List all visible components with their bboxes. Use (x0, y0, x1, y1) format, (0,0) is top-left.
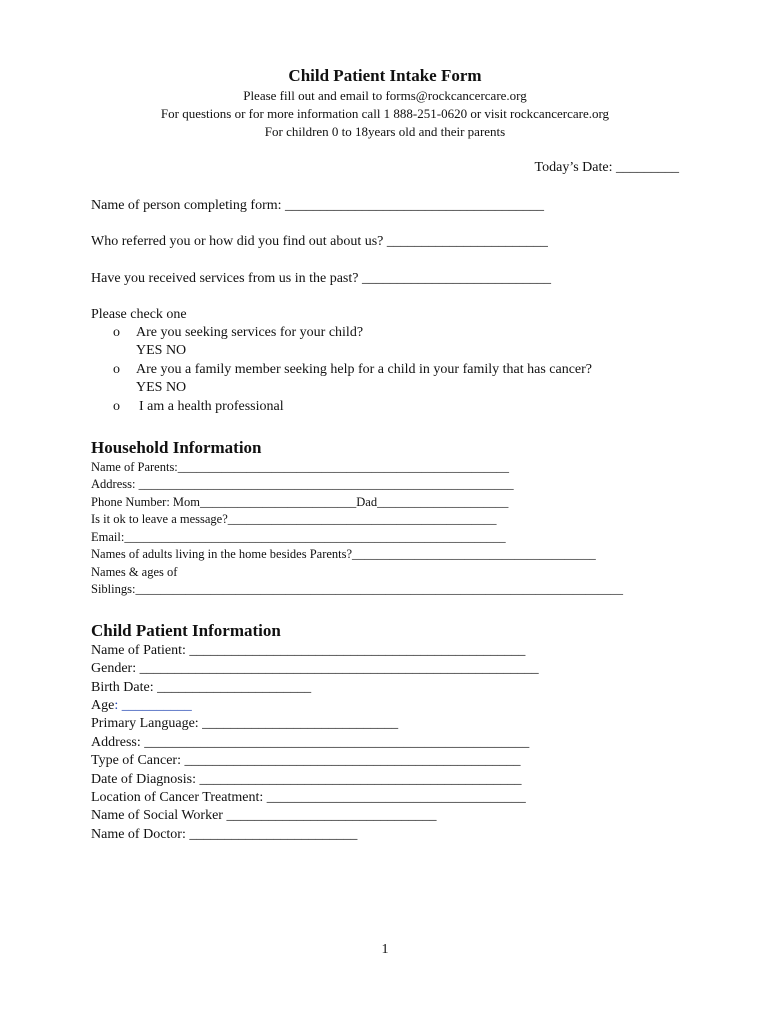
adults-in-home-field: Names of adults living in the home besides Parents?_______________________________________ (91, 547, 596, 561)
social-worker-field: Name of Social Worker ______________________________ (91, 808, 437, 823)
phone-number-field: Phone Number: Mom_________________________Dad_____________________ (91, 495, 509, 509)
child-info-heading: Child Patient Information (91, 621, 281, 640)
siblings-field: Siblings:______________________________________________________________________________ (91, 582, 623, 596)
age-blank: __________ (118, 698, 192, 713)
instructions-email: Please fill out and email to forms@rockcancercare.org (243, 88, 527, 103)
doctor-name-field: Name of Doctor: ________________________ (91, 827, 358, 842)
parents-name-field: Name of Parents:_____________________________________________________ (91, 460, 510, 474)
option-family-member: Are you a family member seeking help for a child in your family that has cancer? (136, 362, 592, 377)
household-address-field: Address: ____________________________________________________________ (91, 477, 514, 491)
primary-language-field: Primary Language: ____________________________ (91, 716, 399, 731)
leave-message-field: Is it ok to leave a message?___________________________________________ (91, 512, 497, 526)
person-completing-field: Name of person completing form: _____________________________________ (91, 198, 545, 213)
page-number: 1 (381, 942, 389, 957)
form-title: Child Patient Intake Form (288, 66, 482, 85)
option-services-for-child: Are you seeking services for your child? (136, 325, 364, 340)
option-yes-no: YES NO (136, 380, 187, 395)
check-one-prompt: Please check one (91, 307, 187, 322)
option-yes-no: YES NO (136, 343, 187, 358)
cancer-type-field: Type of Cancer: ________________________________________________ (91, 753, 521, 768)
age-colon: : (114, 698, 119, 713)
household-heading: Household Information (91, 438, 262, 457)
option-health-professional: I am a health professional (139, 399, 284, 414)
bullet-marker: o (113, 362, 120, 377)
birth-date-field: Birth Date: ______________________ (91, 680, 312, 695)
bullet-marker: o (113, 325, 120, 340)
age-field (91, 698, 192, 714)
gender-field: Gender: _________________________________________________________ (91, 661, 539, 676)
instructions-age-range: For children 0 to 18years old and their parents (264, 124, 506, 139)
treatment-location-field: Location of Cancer Treatment: _____________________________________ (91, 790, 526, 805)
age-label: Age (91, 698, 115, 713)
referral-field: Who referred you or how did you find out about us? _______________________ (91, 234, 548, 249)
past-services-field: Have you received services from us in the past? ___________________________ (91, 271, 551, 286)
bullet-marker: o (113, 399, 120, 414)
siblings-label: Names & ages of (91, 565, 178, 579)
diagnosis-date-field: Date of Diagnosis: ______________________________________________ (91, 772, 522, 787)
todays-date-field: Today’s Date: _________ (534, 160, 679, 175)
email-field: Email:_____________________________________________________________ (91, 530, 506, 544)
patient-name-field: Name of Patient: ________________________________________________ (91, 643, 526, 658)
patient-address-field: Address: _______________________________________________________ (91, 735, 530, 750)
instructions-contact: For questions or for more information call 1 888-251-0620 or visit rockcancercare.org (160, 106, 610, 121)
